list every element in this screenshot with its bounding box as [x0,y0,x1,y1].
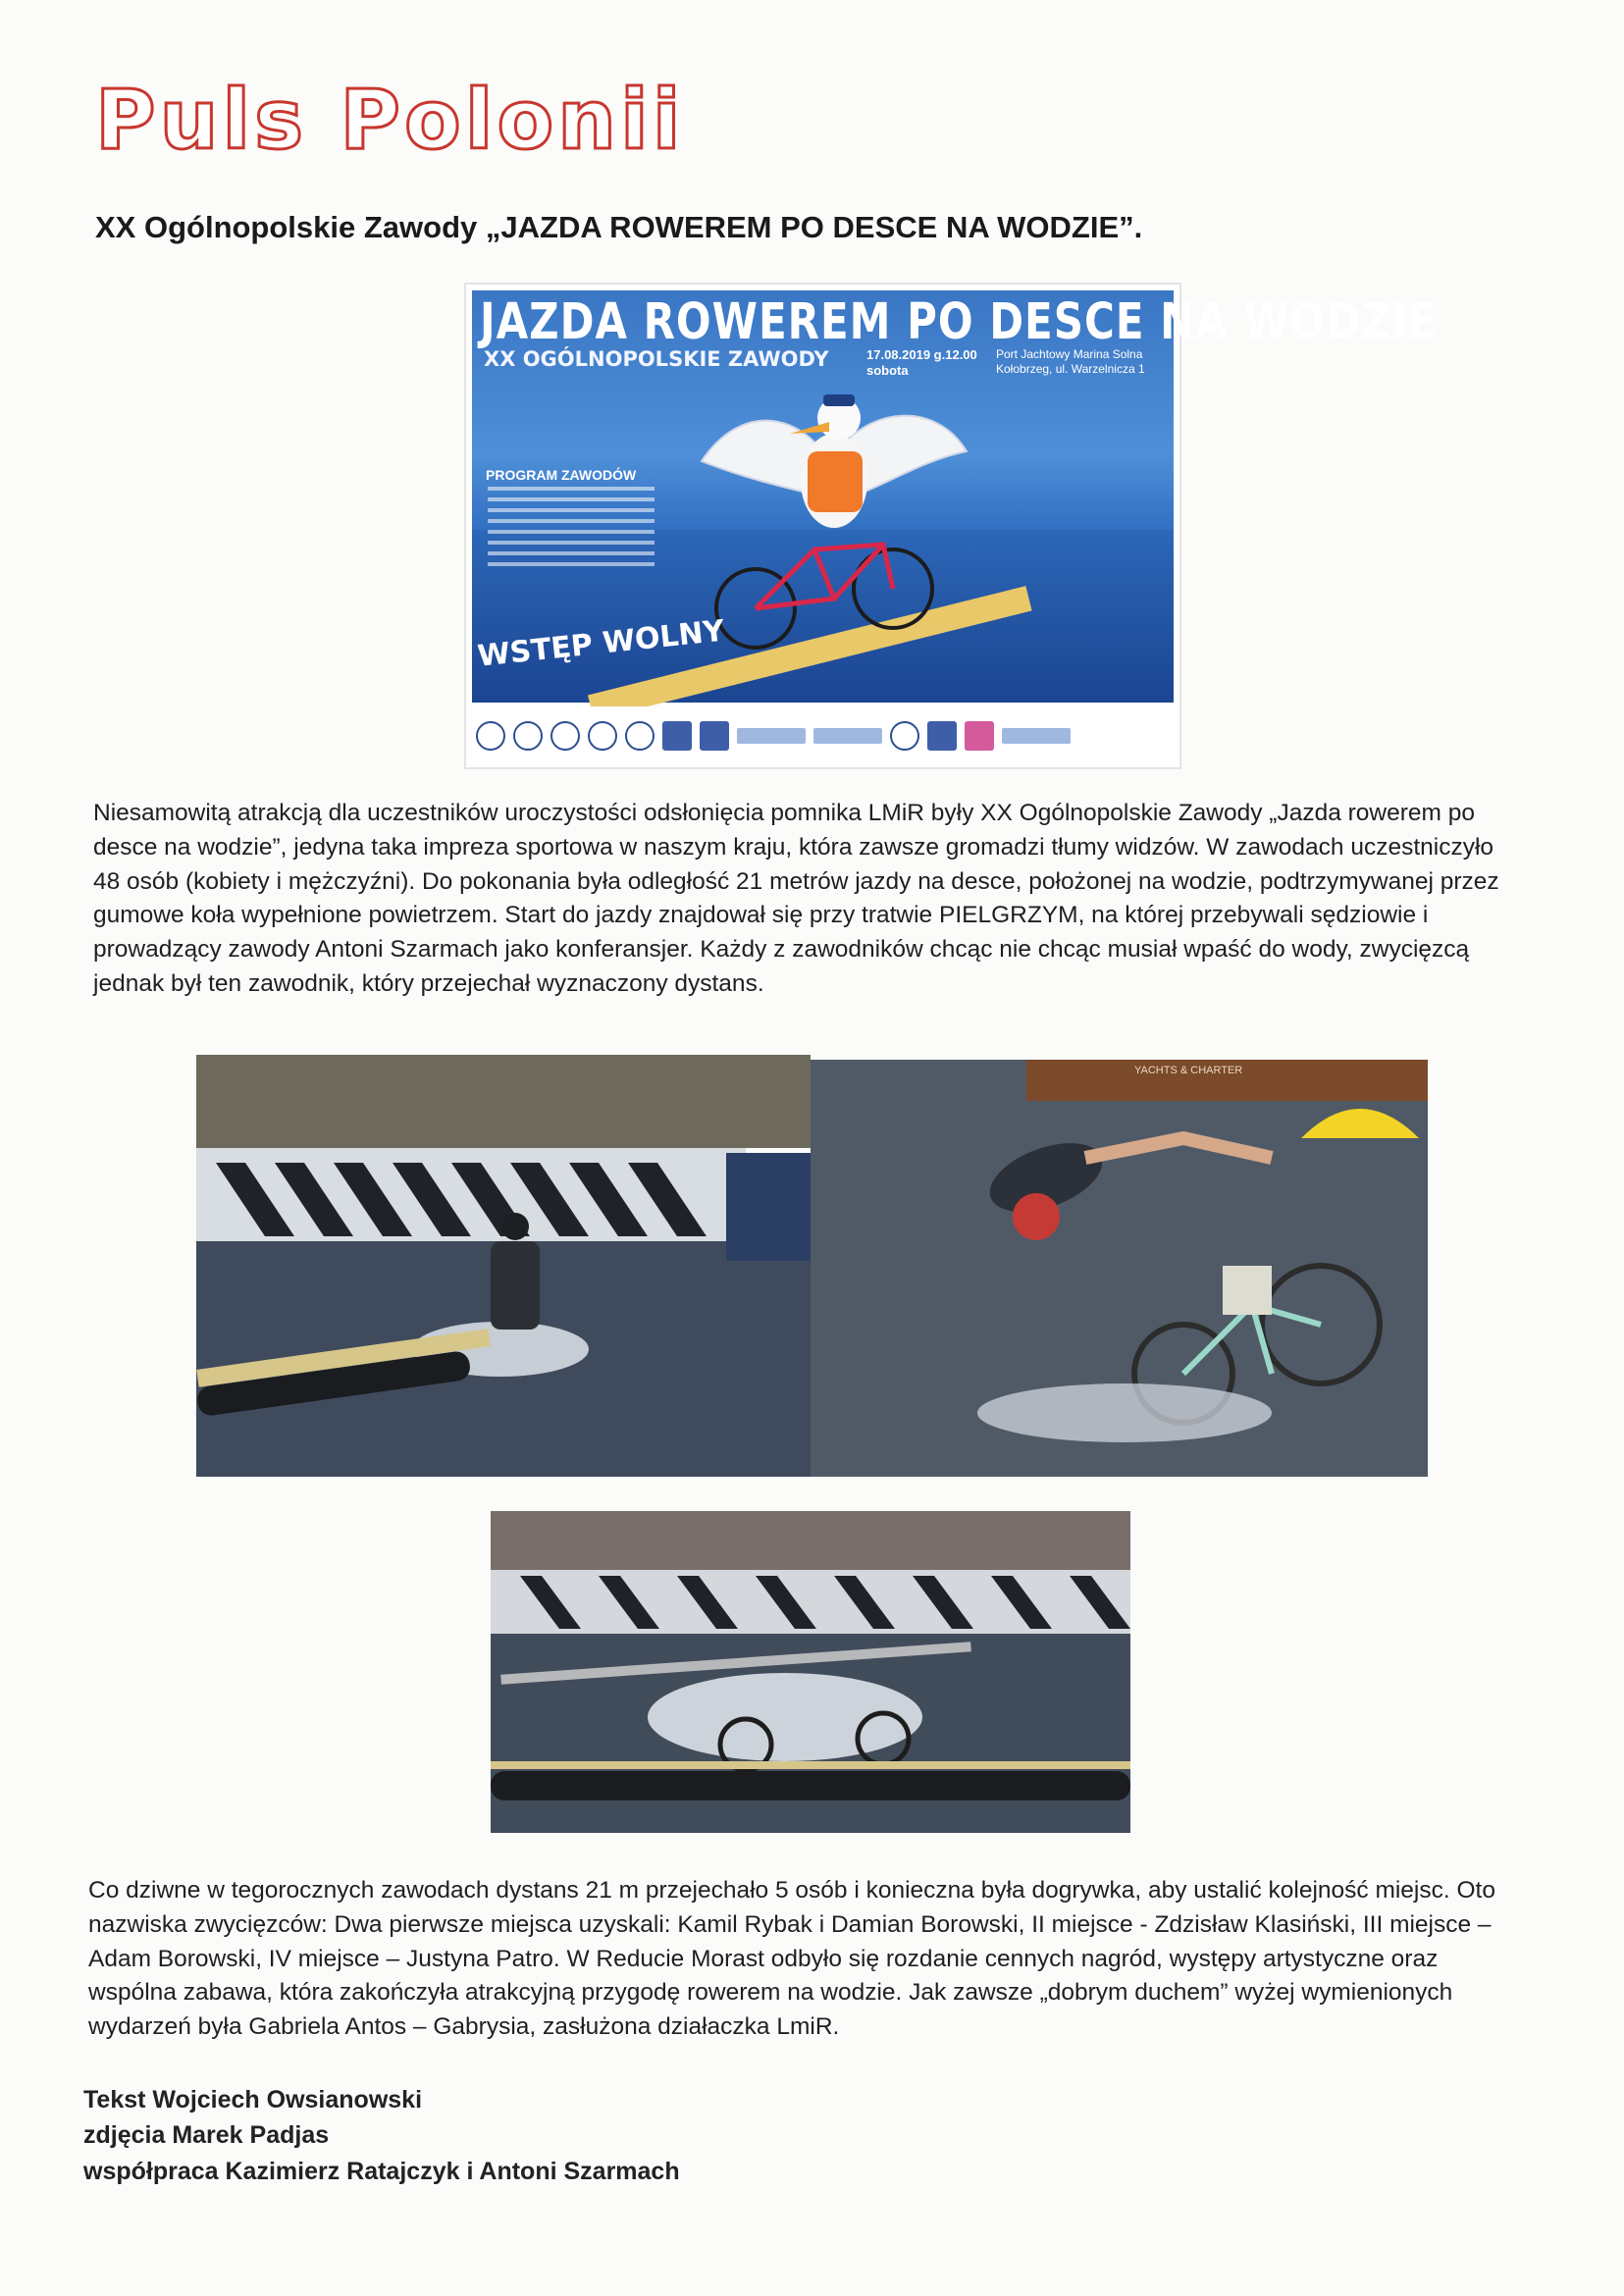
sponsor-logo [1002,728,1071,744]
sponsor-logo [965,721,994,751]
poster-title: JAZDA ROWEREM PO DESCE NA WODZIE [480,292,1439,350]
sponsor-logo [513,721,543,751]
poster-cap [823,394,855,406]
sponsor-logo [625,721,655,751]
poster-entry: WSTĘP WOLNY [476,613,726,674]
sponsor-logo [890,721,919,751]
photo-rider-head [501,1213,529,1240]
poster-place-line1: Port Jachtowy Marina Solna [996,347,1143,361]
photo-crowd [491,1511,1130,1570]
photo-rider-helmet [1013,1193,1060,1240]
sponsor-logo [737,728,806,744]
poster-program-line [488,497,655,501]
poster-program-line [488,487,655,491]
article-headline: XX Ogólnopolskie Zawody „JAZDA ROWEREM PO DESCE NA WODZIE”. [95,210,1143,244]
poster-sponsor-logos [466,706,1179,765]
sponsor-logo [476,721,505,751]
poster-place [996,347,1145,377]
poster-place-line2: Kołobrzeg, ul. Warzelnicza 1 [996,362,1145,376]
poster-program-line [488,519,655,523]
sponsor-logo [927,721,957,751]
photo-boat-blue [726,1153,811,1261]
sponsor-logo [700,721,729,751]
photo-splash [648,1673,922,1761]
photo-crowd [196,1055,811,1148]
credits [83,2082,680,2189]
poster-illustration [643,343,996,706]
photo-rider-on-plank [196,1055,811,1477]
poster-program-line [488,562,655,566]
poster-date-line: 17.08.2019 g.12.00 [866,347,977,362]
photo-bike-basket [1223,1266,1272,1315]
sponsor-logo [813,728,882,744]
event-poster [464,283,1439,769]
poster-program-line [488,541,655,545]
credit-photos: zdjęcia Marek Padjas [83,2121,330,2150]
sponsor-logo [588,721,617,751]
poster-program-list [488,487,655,573]
sponsor-logo [550,721,580,751]
photo-splash [977,1383,1272,1442]
poster-program-heading: PROGRAM ZAWODÓW [486,467,637,483]
paragraph-2: Co dziwne w tegorocznych zawodach dystans 21 m przejechało 5 osób i konieczna była dogrywka, aby ustalić kolejność miejsc. Oto nazwiska zwycięzców: Dwa pierwsze miejsca uzyskali: Kamil Rybak i Damian Borowski, II miejsce - Zdzisław Klasiński, III miejsce – Adam Borowski, IV miejsce – Justyna Patro. W Reducie Morast odbyło się rozdanie cennych nagród, występy artystyczne oraz wspólna zabawa, która zakończyła atrakcyjną przygodę rowerem na wodzie. Jak zawsze „dobrym duchem” wyżej wymienionych wydarzeń była Gabriela Antos – Gabrysia, zasłużona działaczka LmiR. [88,1877,1495,2041]
poster-date [866,347,977,378]
sponsor-logo [662,721,692,751]
masthead: Puls Polonii [95,72,685,168]
poster-lifejacket [808,451,863,512]
poster-program-line [488,551,655,555]
poster-subtitle: XX OGÓLNOPOLSKIE ZAWODY [484,347,829,371]
photo-yacht-sign: YACHTS & CHARTER [1134,1065,1243,1076]
poster-day: sobota [866,362,909,378]
photo-plank-lower [491,1761,1130,1769]
photo-splash-finish [491,1511,1130,1833]
photo-floats [491,1771,1130,1800]
photo-rider [491,1241,540,1330]
paragraph-1: Niesamowitą atrakcją dla uczestników uroczystości odsłonięcia pomnika LMiR były XX Ogólnopolskie Zawody „Jazda rowerem po desce na wodzie”, jedyna taka impreza sportowa w naszym kraju, która zawsze gromadzi tłumy widzów. W zawodach uczestniczyło 48 osób (kobiety i mężczyźni). Do pokonania była odległość 21 metrów jazdy na desce, położonej na wodzie, podtrzymywanej przez gumowe koła wypełnione powietrzem. Start do jazdy znajdował się przy tratwie PIELGRZYM, na której przebywali sędziowie i prowadzący zawody Antoni Szarmach jako konferansjer. Każdy z zawodników chcąc nie chcąc musiał wpaść do wody, zwycięzcą jednak był ten zawodnik, który przejechał wyznaczony dystans. [93,800,1499,997]
credit-cooperation: współpraca Kazimierz Ratajczyk i Antoni Szarmach [83,2157,680,2185]
photo-rider-falling [811,1060,1428,1477]
poster-program-line [488,530,655,534]
poster-program-line [488,508,655,512]
credit-text: Tekst Wojciech Owsianowski [83,2086,423,2113]
